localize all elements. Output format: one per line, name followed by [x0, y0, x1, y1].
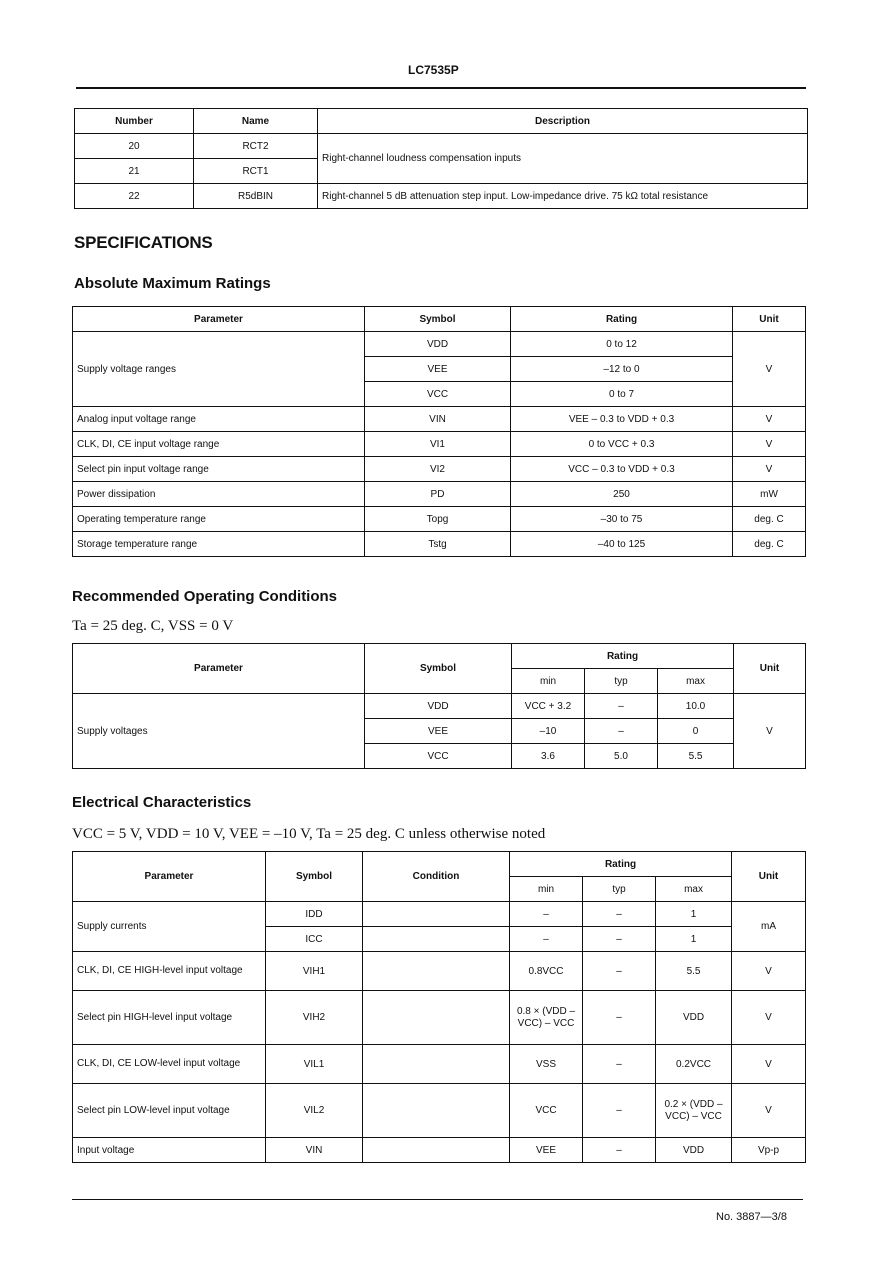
- elec-parameter: Supply currents: [73, 902, 266, 952]
- abs-unit: V: [733, 407, 806, 432]
- elec-header-rating: Rating: [510, 852, 732, 877]
- abs-unit: deg. C: [733, 532, 806, 557]
- elec-typ: –: [583, 927, 656, 952]
- abs-rating: VEE – 0.3 to VDD + 0.3: [511, 407, 733, 432]
- rec-symbol: VDD: [365, 694, 512, 719]
- abs-symbol: VIN: [365, 407, 511, 432]
- elec-header-max: max: [656, 877, 732, 902]
- pin-header-number: Number: [75, 109, 194, 134]
- abs-rating: 0 to 7: [511, 382, 733, 407]
- rec-op-condition: Ta = 25 deg. C, VSS = 0 V: [72, 618, 234, 634]
- rec-header-rating: Rating: [512, 644, 734, 669]
- elec-symbol: VIN: [266, 1138, 363, 1163]
- elec-condition-cell: [363, 1084, 510, 1138]
- abs-unit: V: [733, 432, 806, 457]
- elec-typ: –: [583, 902, 656, 927]
- abs-rating: 0 to 12: [511, 332, 733, 357]
- elec-parameter: Input voltage: [73, 1138, 266, 1163]
- elec-min: VEE: [510, 1138, 583, 1163]
- abs-symbol: VCC: [365, 382, 511, 407]
- abs-symbol: Topg: [365, 507, 511, 532]
- abs-unit: V: [733, 457, 806, 482]
- specifications-title: SPECIFICATIONS: [74, 233, 213, 252]
- abs-parameter: CLK, DI, CE input voltage range: [73, 432, 365, 457]
- elec-unit: V: [732, 991, 806, 1045]
- elec-typ: –: [583, 1084, 656, 1138]
- abs-symbol: VEE: [365, 357, 511, 382]
- elec-typ: –: [583, 991, 656, 1045]
- rec-header-max: max: [658, 669, 734, 694]
- elec-parameter: Select pin HIGH-level input voltage: [73, 991, 266, 1045]
- pin-description-table: [74, 108, 808, 209]
- elec-typ: –: [583, 1045, 656, 1084]
- pin-number: 20: [75, 134, 194, 159]
- abs-symbol: VI1: [365, 432, 511, 457]
- rec-parameter: Supply voltages: [73, 694, 365, 769]
- abs-parameter: Storage temperature range: [73, 532, 365, 557]
- elec-unit: mA: [732, 902, 806, 952]
- abs-unit: deg. C: [733, 507, 806, 532]
- rec-max: 0: [658, 719, 734, 744]
- abs-unit: V: [733, 332, 806, 407]
- pin-header-name: Name: [194, 109, 318, 134]
- page-header-part-number: LC7535P: [408, 63, 459, 77]
- rec-typ: 5.0: [585, 744, 658, 769]
- abs-max-table: [72, 306, 806, 557]
- elec-header-min: min: [510, 877, 583, 902]
- abs-parameter: Select pin input voltage range: [73, 457, 365, 482]
- elec-max: 5.5: [656, 952, 732, 991]
- rec-op-title: Recommended Operating Conditions: [72, 588, 338, 605]
- elec-header-symbol: Symbol: [266, 852, 363, 902]
- rec-header-typ: typ: [585, 669, 658, 694]
- elec-min: –: [510, 902, 583, 927]
- abs-parameter: Operating temperature range: [73, 507, 365, 532]
- elec-min: 0.8 × (VDD – VCC) – VCC: [510, 991, 583, 1045]
- elec-table: [72, 851, 806, 1163]
- pin-name: RCT1: [194, 159, 318, 184]
- abs-rating: 0 to VCC + 0.3: [511, 432, 733, 457]
- abs-parameter: Analog input voltage range: [73, 407, 365, 432]
- abs-max-title: Absolute Maximum Ratings: [74, 275, 271, 292]
- abs-header-parameter: Parameter: [73, 307, 365, 332]
- elec-max: 0.2VCC: [656, 1045, 732, 1084]
- abs-symbol: VI2: [365, 457, 511, 482]
- rec-header-parameter: Parameter: [73, 644, 365, 694]
- pin-name: RCT2: [194, 134, 318, 159]
- elec-symbol: IDD: [266, 902, 363, 927]
- rec-max: 5.5: [658, 744, 734, 769]
- abs-symbol: Tstg: [365, 532, 511, 557]
- rec-min: –10: [512, 719, 585, 744]
- abs-header-symbol: Symbol: [365, 307, 511, 332]
- abs-parameter: Power dissipation: [73, 482, 365, 507]
- elec-max: 1: [656, 902, 732, 927]
- elec-typ: –: [583, 952, 656, 991]
- footer-rule: [72, 1199, 803, 1200]
- rec-min: 3.6: [512, 744, 585, 769]
- rec-unit: V: [734, 694, 806, 769]
- elec-max: VDD: [656, 991, 732, 1045]
- elec-min: –: [510, 927, 583, 952]
- elec-min: VCC: [510, 1084, 583, 1138]
- rec-op-table: [72, 643, 806, 769]
- elec-symbol: VIL1: [266, 1045, 363, 1084]
- abs-parameter: Supply voltage ranges: [73, 332, 365, 407]
- elec-typ: –: [583, 1138, 656, 1163]
- elec-unit: Vp-p: [732, 1138, 806, 1163]
- elec-condition-cell: [363, 991, 510, 1045]
- elec-symbol: ICC: [266, 927, 363, 952]
- elec-condition-cell: [363, 1138, 510, 1163]
- elec-symbol: VIH2: [266, 991, 363, 1045]
- elec-parameter: Select pin LOW-level input voltage: [73, 1084, 266, 1138]
- rec-min: VCC + 3.2: [512, 694, 585, 719]
- rec-max: 10.0: [658, 694, 734, 719]
- elec-parameter: CLK, DI, CE HIGH-level input voltage: [73, 952, 266, 991]
- elec-min: 0.8VCC: [510, 952, 583, 991]
- elec-symbol: VIH1: [266, 952, 363, 991]
- abs-rating: 250: [511, 482, 733, 507]
- elec-max: 0.2 × (VDD – VCC) – VCC: [656, 1084, 732, 1138]
- elec-min: VSS: [510, 1045, 583, 1084]
- rec-typ: –: [585, 719, 658, 744]
- elec-title: Electrical Characteristics: [72, 794, 252, 811]
- rec-symbol: VCC: [365, 744, 512, 769]
- page-number: No. 3887—3/8: [716, 1211, 787, 1223]
- header-rule: [76, 87, 806, 89]
- abs-symbol: VDD: [365, 332, 511, 357]
- abs-rating: VCC – 0.3 to VDD + 0.3: [511, 457, 733, 482]
- abs-unit: mW: [733, 482, 806, 507]
- elec-max: VDD: [656, 1138, 732, 1163]
- elec-unit: V: [732, 952, 806, 991]
- pin-number: 21: [75, 159, 194, 184]
- elec-symbol: VIL2: [266, 1084, 363, 1138]
- elec-parameter: CLK, DI, CE LOW-level input voltage: [73, 1045, 266, 1084]
- elec-max: 1: [656, 927, 732, 952]
- pin-number: 22: [75, 184, 194, 209]
- rec-header-symbol: Symbol: [365, 644, 512, 694]
- abs-header-unit: Unit: [733, 307, 806, 332]
- elec-unit: V: [732, 1084, 806, 1138]
- elec-condition-cell: [363, 952, 510, 991]
- abs-rating: –30 to 75: [511, 507, 733, 532]
- elec-header-condition: Condition: [363, 852, 510, 902]
- elec-unit: V: [732, 1045, 806, 1084]
- elec-condition: VCC = 5 V, VDD = 10 V, VEE = –10 V, Ta = 25 deg. C unless otherwise noted: [72, 826, 546, 842]
- abs-header-rating: Rating: [511, 307, 733, 332]
- rec-header-min: min: [512, 669, 585, 694]
- elec-condition-cell: [363, 902, 510, 927]
- pin-description: Right-channel loudness compensation inputs: [318, 134, 808, 184]
- rec-header-unit: Unit: [734, 644, 806, 694]
- elec-condition-cell: [363, 927, 510, 952]
- elec-header-parameter: Parameter: [73, 852, 266, 902]
- pin-description: Right-channel 5 dB attenuation step input. Low-impedance drive. 75 kΩ total resistance: [318, 184, 808, 209]
- rec-typ: –: [585, 694, 658, 719]
- elec-condition-cell: [363, 1045, 510, 1084]
- pin-header-description: Description: [318, 109, 808, 134]
- abs-rating: –40 to 125: [511, 532, 733, 557]
- elec-header-unit: Unit: [732, 852, 806, 902]
- abs-rating: –12 to 0: [511, 357, 733, 382]
- abs-symbol: PD: [365, 482, 511, 507]
- rec-symbol: VEE: [365, 719, 512, 744]
- elec-header-typ: typ: [583, 877, 656, 902]
- pin-name: R5dBIN: [194, 184, 318, 209]
